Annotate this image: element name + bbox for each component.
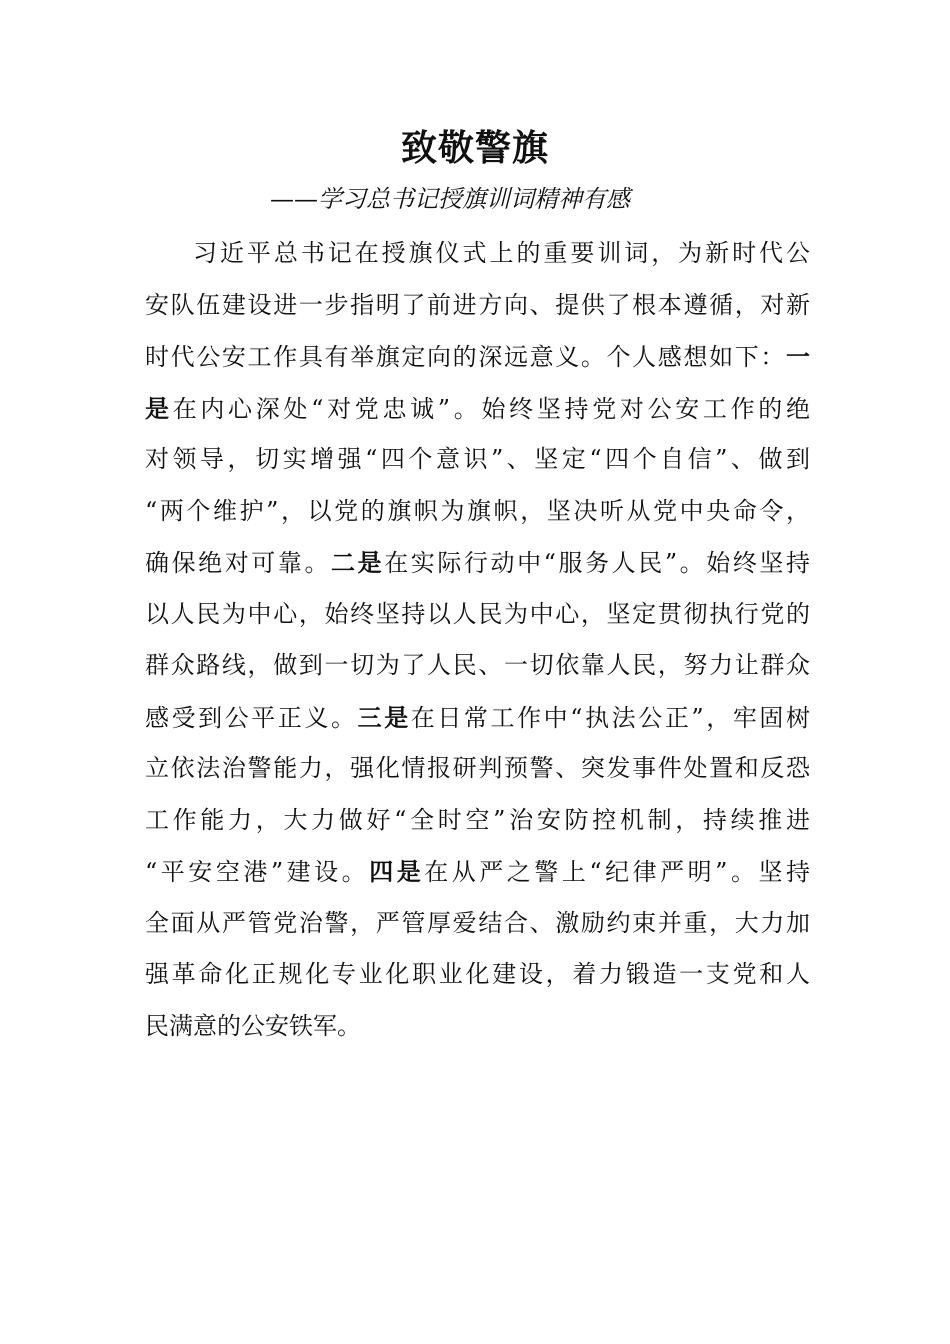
point-marker-one-part2: 是 [145, 393, 173, 423]
text-segment: 安队伍建设进一步指明了前进方向、提供了根本遵循，对新 [145, 290, 810, 319]
paragraph-line [145, 1001, 810, 1053]
document-body [145, 228, 810, 1052]
text-segment: 全面从严管党治警，严管厚爱结合、激励约束并重，大力加 [145, 908, 810, 937]
paragraph-line [145, 486, 810, 538]
paragraph-line [145, 692, 810, 744]
paragraph-line [145, 898, 810, 950]
text-segment: 对领导，切实增强“四个意识”、坚定“四个自信”、做到 [145, 445, 810, 473]
text-segment: “平安空港”建设。 [145, 858, 370, 886]
text-segment: 感受到公平正义。 [145, 703, 358, 732]
paragraph-line [145, 537, 810, 589]
paragraph-line [145, 795, 810, 847]
document-title: 致敬警旗 [400, 127, 549, 169]
paragraph-line [145, 640, 810, 692]
text-segment: 工作能力，大力做好“全时空”治安防控机制，持续推进 [145, 805, 810, 834]
text-segment: 以人民为中心，始终坚持以人民为中心，坚定贯彻执行党的 [145, 599, 810, 628]
text-segment: 时代公安工作具有举旗定向的深远意义。个人感想如下： [145, 343, 786, 371]
paragraph-line [145, 280, 810, 332]
text-segment: 在内心深处“对党忠诚”。始终坚持党对公安工作的绝 [172, 394, 810, 423]
paragraph-line [145, 383, 810, 435]
paragraph-line [145, 949, 810, 1001]
point-marker-two: 二是 [331, 548, 385, 577]
point-marker-one-part1: 一 [786, 342, 810, 371]
text-segment: 习近平总书记在授旗仪式上的重要训词，为新时代公 [193, 239, 810, 267]
text-segment: 民满意的公安铁军。 [145, 1011, 361, 1040]
text-segment: “两个维护”，以党的旗帜为旗帜，坚决听从党中央命令， [145, 496, 810, 525]
text-segment: 在从严之警上“纪律严明”。坚持 [424, 858, 811, 886]
text-segment: 在日常工作中“执法公正”，牢固树 [410, 703, 810, 732]
paragraph-line [145, 743, 810, 795]
paragraph-line [145, 434, 810, 486]
paragraph-line [145, 331, 810, 383]
paragraph-line [145, 589, 810, 641]
point-marker-three: 三是 [357, 702, 411, 732]
text-segment: 在实际行动中“服务人民”。始终坚持 [384, 549, 810, 577]
paragraph-line [145, 846, 810, 898]
document-subtitle: ——学习总书记授旗训词精神有感 [270, 185, 630, 213]
text-segment: 强革命化正规化专业化职业化建设，着力锻造一支党和人 [145, 960, 810, 988]
point-marker-four: 四是 [369, 857, 425, 886]
paragraph-line [145, 228, 810, 280]
text-segment: 群众路线，做到一切为了人民、一切依靠人民，努力让群众 [145, 651, 810, 679]
text-segment: 确保绝对可靠。 [145, 549, 332, 577]
text-segment: 立依法治警能力，强化情报研判预警、突发事件处置和反恐 [145, 754, 810, 782]
